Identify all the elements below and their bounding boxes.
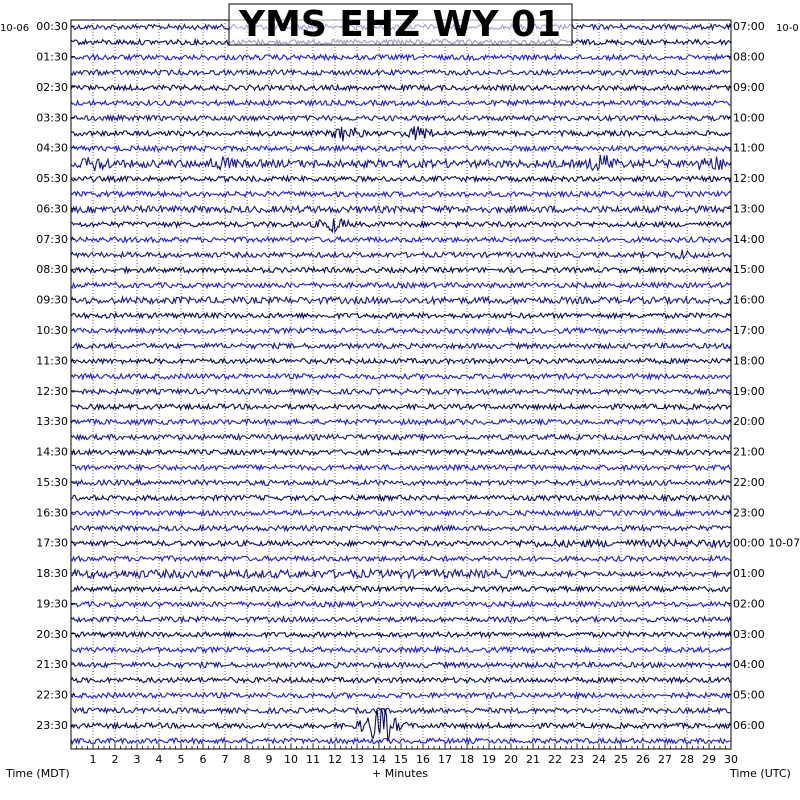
left-time-label-11: 11:30: [36, 354, 68, 368]
left-time-label-4: 04:30: [36, 141, 68, 155]
left-time-label-15: 15:30: [36, 475, 68, 489]
right-time-label-21: 04:00: [733, 658, 765, 672]
x-tick-label-25: 25: [614, 753, 628, 766]
right-time-label-7: 14:00: [733, 232, 765, 246]
right-axis-title: Time (UTC): [730, 767, 791, 780]
left-time-label-14: 14:30: [36, 445, 68, 459]
x-tick-label-11: 11: [306, 753, 320, 766]
right-time-label-20: 03:00: [733, 627, 765, 641]
left-time-label-13: 13:30: [36, 415, 68, 429]
chart-title: YMS EHZ WY 01: [238, 4, 562, 45]
x-tick-label-5: 5: [177, 753, 185, 766]
left-time-label-19: 19:30: [36, 597, 68, 611]
right-time-label-22: 05:00: [733, 688, 765, 702]
left-time-label-2: 02:30: [36, 80, 68, 94]
x-tick-label-10: 10: [284, 753, 298, 766]
left-time-label-1: 01:30: [36, 50, 68, 64]
right-time-label-12: 19:00: [733, 384, 765, 398]
x-tick-label-28: 28: [680, 753, 694, 766]
x-tick-label-8: 8: [243, 753, 251, 766]
left-time-label-7: 07:30: [36, 232, 68, 246]
left-time-label-6: 06:30: [36, 202, 68, 216]
left-time-label-20: 20:30: [36, 627, 68, 641]
left-time-label-8: 08:30: [36, 263, 68, 277]
left-time-label-3: 03:30: [36, 111, 68, 125]
left-time-label-16: 16:30: [36, 506, 68, 520]
left-time-label-17: 17:30: [36, 536, 68, 550]
x-tick-label-14: 14: [372, 753, 386, 766]
left-time-label-12: 12:30: [36, 384, 68, 398]
x-tick-label-19: 19: [482, 753, 496, 766]
left-time-label-10: 10:30: [36, 323, 68, 337]
right-time-label-23: 06:00: [733, 718, 765, 732]
right-time-label-6: 13:00: [733, 202, 765, 216]
right-time-label-8: 15:00: [733, 263, 765, 277]
x-tick-label-27: 27: [658, 753, 672, 766]
x-tick-label-2: 2: [111, 753, 119, 766]
left-time-label-5: 05:30: [36, 172, 68, 186]
right-time-label-10: 17:00: [733, 323, 765, 337]
right-time-label-19: 02:00: [733, 597, 765, 611]
date-right: 10-0: [776, 23, 799, 34]
x-tick-label-20: 20: [504, 753, 518, 766]
right-time-label-13: 20:00: [733, 415, 765, 429]
right-time-label-1: 08:00: [733, 50, 765, 64]
x-tick-label-30: 30: [724, 753, 738, 766]
plot-area: [71, 20, 731, 749]
left-time-label-23: 23:30: [36, 718, 68, 732]
left-time-label-22: 22:30: [36, 688, 68, 702]
right-time-label-3: 10:00: [733, 111, 765, 125]
right-time-label-2: 09:00: [733, 80, 765, 94]
x-tick-label-17: 17: [438, 753, 452, 766]
x-tick-label-7: 7: [221, 753, 229, 766]
x-axis-title: + Minutes: [371, 767, 429, 780]
left-time-label-21: 21:30: [36, 658, 68, 672]
date-left: 10-06: [0, 23, 30, 34]
right-time-label-9: 16:00: [733, 293, 765, 307]
right-time-label-17: 00:00 10-07: [733, 536, 800, 550]
x-tick-label-15: 15: [394, 753, 408, 766]
x-tick-label-12: 12: [328, 753, 342, 766]
x-tick-label-18: 18: [460, 753, 474, 766]
x-tick-label-13: 13: [350, 753, 364, 766]
left-time-label-9: 09:30: [36, 293, 68, 307]
right-time-label-11: 18:00: [733, 354, 765, 368]
x-tick-label-22: 22: [548, 753, 562, 766]
x-tick-label-3: 3: [133, 753, 141, 766]
x-tick-label-4: 4: [155, 753, 163, 766]
x-tick-label-21: 21: [526, 753, 540, 766]
right-time-label-18: 01:00: [733, 567, 765, 581]
right-time-label-15: 22:00: [733, 475, 765, 489]
right-time-label-0: 07:00: [733, 20, 765, 34]
left-time-label-0: 00:30: [36, 20, 68, 34]
x-tick-label-24: 24: [592, 753, 606, 766]
left-time-label-18: 18:30: [36, 567, 68, 581]
x-tick-label-6: 6: [199, 753, 207, 766]
x-tick-label-9: 9: [265, 753, 273, 766]
x-tick-label-1: 1: [89, 753, 97, 766]
x-tick-label-23: 23: [570, 753, 584, 766]
right-time-label-5: 12:00: [733, 172, 765, 186]
x-tick-label-16: 16: [416, 753, 430, 766]
left-axis-title: Time (MDT): [6, 767, 70, 780]
right-time-label-14: 21:00: [733, 445, 765, 459]
right-time-label-16: 23:00: [733, 506, 765, 520]
x-tick-label-26: 26: [636, 753, 650, 766]
right-time-label-4: 11:00: [733, 141, 765, 155]
x-tick-label-29: 29: [702, 753, 716, 766]
